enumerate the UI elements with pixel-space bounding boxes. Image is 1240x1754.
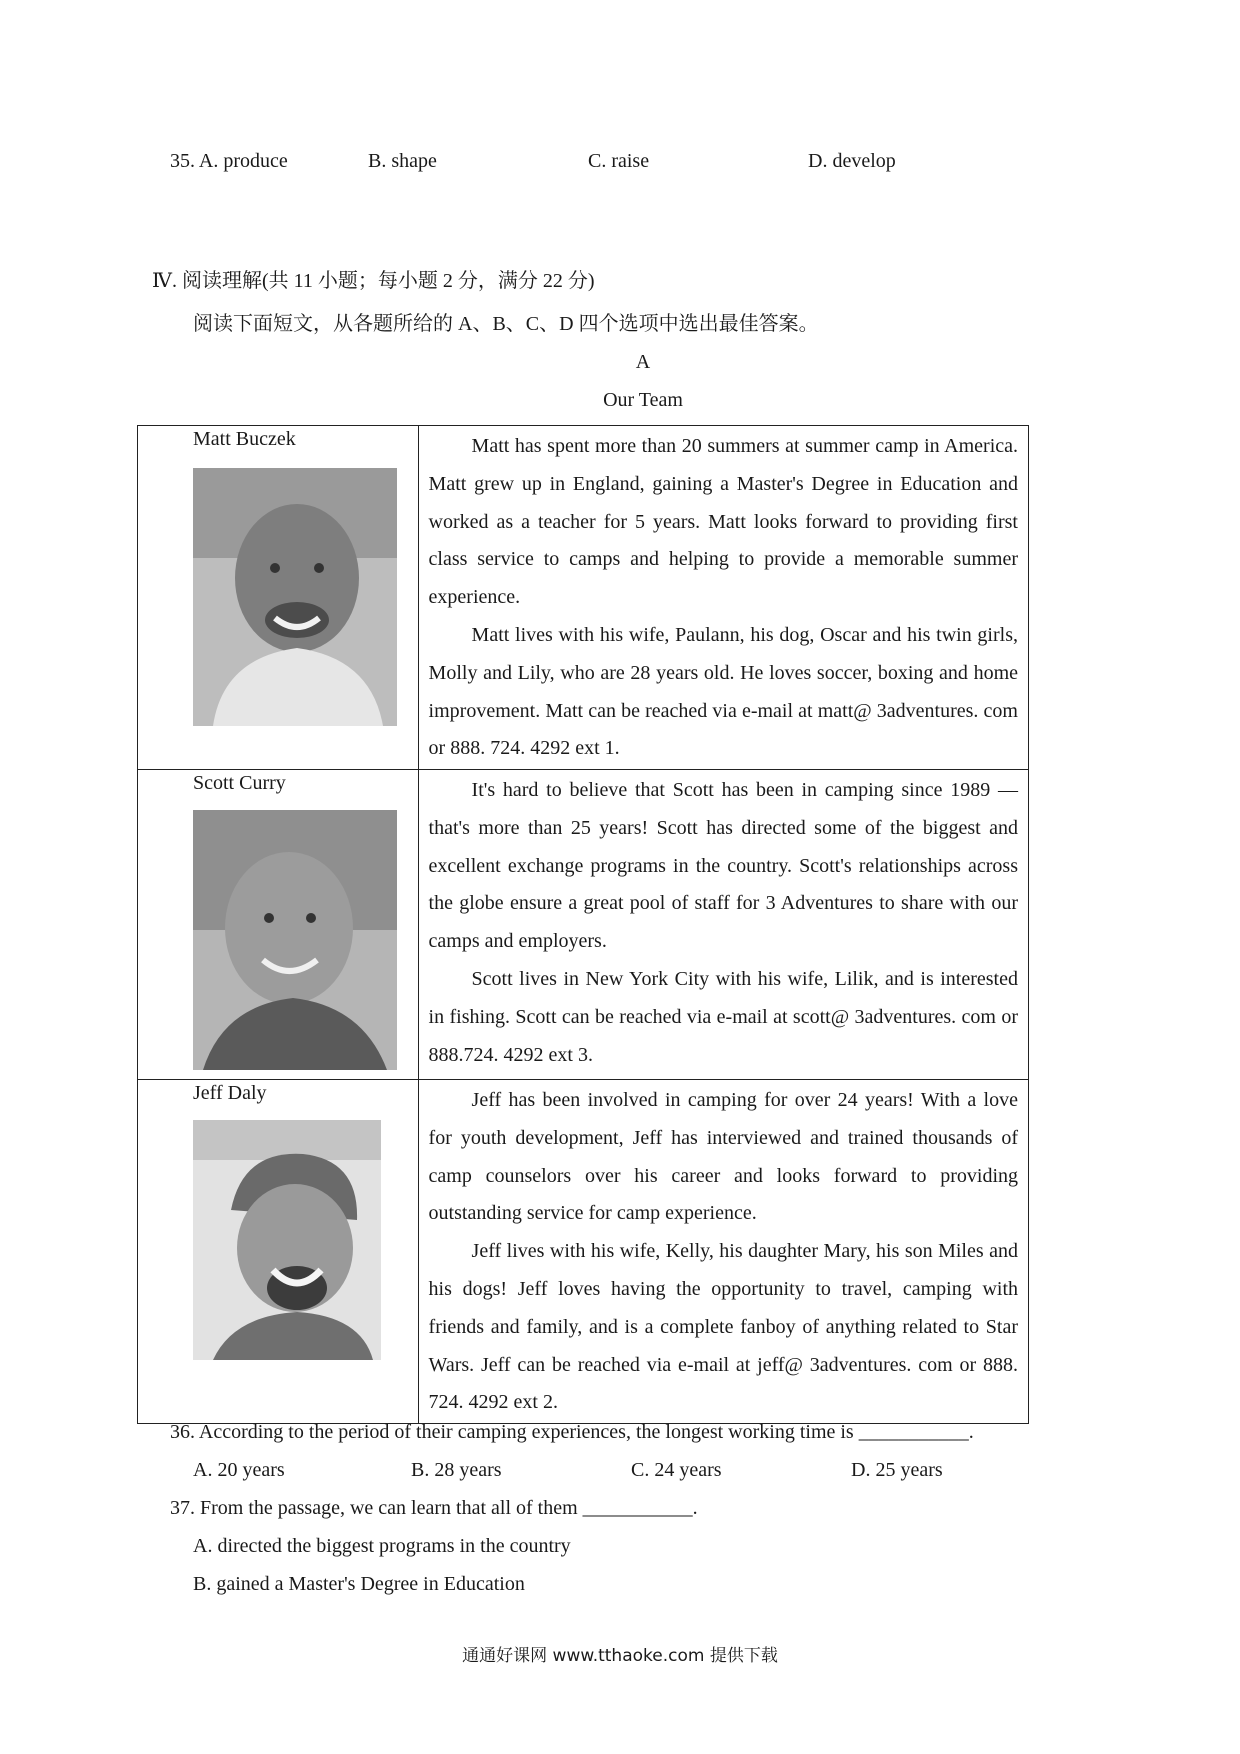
member-bio-scott	[429, 772, 1018, 1074]
question-36-stem: 36. According to the period of their camping experiences, the longest working time is ___________.	[170, 1421, 974, 1443]
q36-option-c: C. 24 years	[631, 1459, 722, 1481]
member-photo-scott	[193, 810, 397, 1070]
q36-option-d: D. 25 years	[851, 1459, 943, 1481]
member-bio-matt	[429, 428, 1018, 768]
member-photo-jeff	[193, 1120, 381, 1360]
bio-paragraph: Scott lives in New York City with his wife, Lilik, and is interested in fishing. Scott can be reached via e-mail at scott@ 3adventures. com or 888.724. 4292 ext 3.	[428, 967, 1018, 1066]
member-name: Scott Curry	[193, 772, 286, 794]
member-name: Matt Buczek	[193, 428, 296, 450]
member-photo-matt	[193, 468, 397, 726]
q36-option-b: B. 28 years	[411, 1459, 502, 1481]
bio-paragraph: It's hard to believe that Scott has been in camping since 1989 —that's more than 25 years! Scott has directed some of the biggest and excellent exchange programs in the country. Scott's relationships across the globe ensure a great pool of staff for 3 Adventures to share with our camps and employers.	[428, 779, 1018, 953]
bio-paragraph: Jeff lives with his wife, Kelly, his daughter Mary, his son Miles and his dogs! Jeff loves having the opportunity to travel, camping with friends and family, and is a complete fanboy of anything related to Star Wars. Jeff can be reached via e-mail at jeff@ 3adventures. com or 888. 724. 4292 ext 2.	[428, 1240, 1018, 1414]
bio-paragraph: Jeff has been involved in camping for over 24 years! With a love for youth development, Jeff has interviewed and trained thousands of camp counselors over his career and looks forward to providing outstanding service for camp experience.	[428, 1089, 1018, 1225]
q37-option-b: B. gained a Master's Degree in Education	[193, 1573, 525, 1595]
team-row-jeff	[138, 1080, 1029, 1424]
passage-label: A	[635, 351, 651, 373]
team-table	[137, 425, 1029, 1424]
section-instruction: 阅读下面短文，从各题所给的 A、B、C、D 四个选项中选出最佳答案。	[193, 313, 819, 335]
section-title: Ⅳ. 阅读理解(共 11 小题；每小题 2 分，满分 22 分)	[152, 270, 595, 292]
member-bio-jeff	[429, 1082, 1018, 1422]
q35-option-c: C. raise	[588, 150, 650, 172]
q35-option-d: D. develop	[808, 150, 896, 172]
bio-paragraph: Matt lives with his wife, Paulann, his dog, Oscar and his twin girls, Molly and Lily, who are 28 years old. He loves soccer, boxing and home improvement. Matt can be reached via e-mail at matt@ 3adventures. com or 888. 724. 4292 ext 1.	[428, 623, 1018, 760]
team-row-scott	[138, 770, 1029, 1080]
question-37-stem: 37. From the passage, we can learn that all of them ___________.	[170, 1497, 698, 1519]
q37-option-a: A. directed the biggest programs in the country	[193, 1535, 571, 1557]
q35-option-b: B. shape	[368, 150, 437, 172]
team-row-matt	[138, 426, 1029, 770]
passage-title: Our Team	[603, 389, 683, 411]
q36-option-a: A. 20 years	[193, 1459, 285, 1481]
q35-option-a: 35. A. produce	[170, 150, 288, 172]
bio-paragraph: Matt has spent more than 20 summers at summer camp in America. Matt grew up in England, gaining a Master's Degree in Education and worked as a teacher for 5 years. Matt looks forward to providing first class service to camps and helping to provide a memorable summer experience.	[428, 435, 1018, 609]
member-name: Jeff Daly	[193, 1082, 267, 1104]
footer-watermark: 通通好课网 www.tthaoke.com 提供下载	[462, 1646, 778, 1666]
